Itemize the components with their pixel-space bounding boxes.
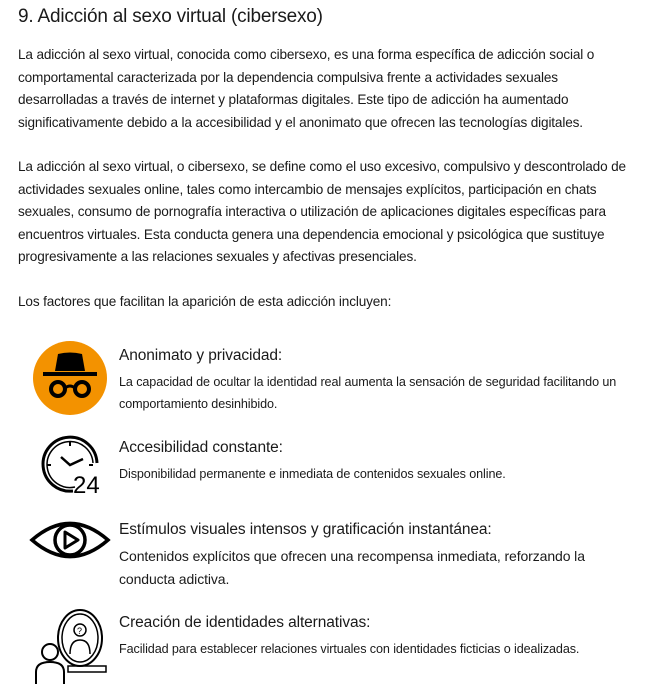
definition-paragraph: La adicción al sexo virtual, o cibersexo, se define como el uso excesivo, compulsivo y descontrolado de actividades sexuales online, tales como intercambio de mensajes explícitos, participación en chats sexuales, consumo de pornografía interactiva o utilización de aplicaciones digitales específicas para encuentros virtuales. Esta conducta genera una dependencia emocional y psicológica que sustituye progresivamente a las relaciones sexuales y afectivas presenciales.	[18, 159, 626, 264]
list-item	[18, 515, 637, 590]
factors-intro: Los factores que facilitan la aparición de esta adicción incluyen:	[18, 293, 392, 309]
section-title: 9. Adicción al sexo virtual (cibersexo)	[18, 6, 323, 27]
clock-24-label: 24	[73, 472, 100, 497]
factors-list	[18, 341, 637, 684]
item-desc: Facilidad para establecer relaciones virtuales con identidades ficticias o idealizadas.	[119, 642, 580, 656]
list-item	[18, 608, 637, 684]
item-title: Creación de identidades alternativas:	[119, 614, 371, 631]
svg-text:?: ?	[77, 626, 83, 636]
item-title: Estímulos visuales intensos y gratificación instantánea:	[119, 521, 492, 538]
mirror-identity-icon	[28, 608, 112, 684]
intro-paragraph: La adicción al sexo virtual, conocida como cibersexo, es una forma específica de adicción social o comportamental caracterizada por la dependencia compulsiva frente a actividades sexuales desarrolladas a través de internet y plataformas digitales. Este tipo de adicción ha aumentado significativamente debido a la accesibilidad y el anonimato que ofrecen las tecnologías digitales.	[18, 47, 595, 130]
item-desc: Disponibilidad permanente e inmediata de contenidos sexuales online.	[119, 467, 506, 481]
item-desc: Contenidos explícitos que ofrecen una recompensa inmediata, reforzando la conducta adictiva.	[119, 548, 585, 587]
item-title: Anonimato y privacidad:	[119, 347, 283, 364]
item-title: Accesibilidad constante:	[119, 439, 283, 456]
eye-play-icon	[28, 515, 112, 565]
list-item	[18, 433, 637, 497]
list-item	[18, 341, 637, 415]
incognito-icon	[28, 341, 112, 415]
item-desc: La capacidad de ocultar la identidad real aumenta la sensación de seguridad facilitando un comportamiento desinhibido.	[119, 375, 617, 411]
clock-24-icon	[28, 433, 112, 497]
